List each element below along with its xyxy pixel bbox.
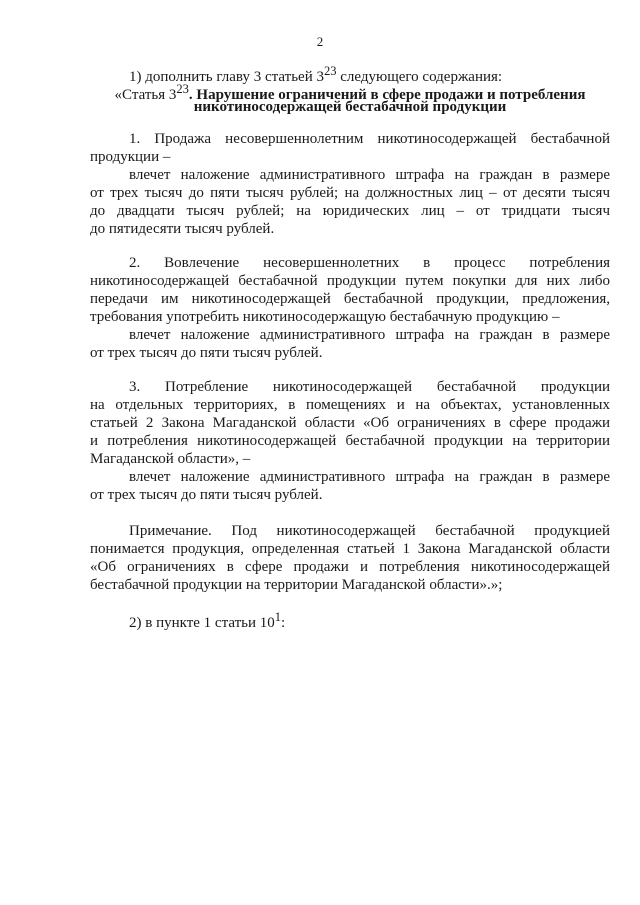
part-2-line: требования употребить никотиносодержащую бестабачную продукцию – xyxy=(90,309,560,325)
part-1-line: продукции – xyxy=(90,149,171,165)
part-3-line: Магаданской области», – xyxy=(90,451,251,467)
note-line: бестабачной продукции на территории Магаданской области».»; xyxy=(90,577,503,593)
part-3-line: влечет наложение административного штрафа на граждан в размере xyxy=(129,469,610,485)
part-3-line: и потребления никотиносодержащей бестабачной продукции на территории xyxy=(90,433,610,449)
part-1-line: от трех тысяч до пяти тысяч рублей; на должностных лиц – от десяти тысяч xyxy=(90,185,610,201)
note-line: «Об ограничениях в сфере продажи и потребления никотиносодержащей xyxy=(90,559,610,575)
part-3-line: от трех тысяч до пяти тысяч рублей. xyxy=(90,487,323,503)
note-line: понимается продукция, определенная статьей 1 Закона Магаданской области xyxy=(90,541,610,557)
part-3-line: на отдельных территориях, в помещениях и на объектах, установленных xyxy=(90,397,610,413)
item-2-heading: 2) в пункте 1 статьи $10^1$: xyxy=(129,610,286,631)
note-line: Примечание. Под никотиносодержащей бестабачной продукцией xyxy=(129,523,610,539)
part-2-line: 2. Вовлечение несовершеннолетних в процесс потребления xyxy=(129,255,610,271)
part-2-line: никотиносодержащей бестабачной продукции путем покупки для них либо xyxy=(90,273,610,289)
part-3-line: 3. Потребление никотиносодержащей бестабачной продукции xyxy=(129,379,610,395)
part-2-line: передачи им никотиносодержащей бестабачной продукции, предложения, xyxy=(90,291,610,307)
article-heading: «Статья $3^{23}$. Нарушение ограничений в сфере продажи и потребления xyxy=(114,82,586,103)
part-1-line: до двадцати тысяч рублей; на юридических лиц – от тридцати тысяч xyxy=(90,203,610,219)
part-3-line: статьей 2 Закона Магаданской области «Об ограничениях в сфере продажи xyxy=(90,415,610,431)
part-2-line: от трех тысяч до пяти тысяч рублей. xyxy=(90,345,323,361)
part-1-line: до пятидесяти тысяч рублей. xyxy=(90,221,275,237)
item-1-intro: 1) дополнить главу 3 статьей $3^{23}$ следующего содержания: xyxy=(129,64,503,85)
article-heading-line-2: никотиносодержащей бестабачной продукции xyxy=(193,99,507,115)
part-1-line: 1. Продажа несовершеннолетним никотиносодержащей бестабачной xyxy=(129,131,610,147)
part-2-line: влечет наложение административного штрафа на граждан в размере xyxy=(129,327,610,343)
page-number: 2 xyxy=(316,34,324,49)
part-1-line: влечет наложение административного штрафа на граждан в размере xyxy=(129,167,610,183)
